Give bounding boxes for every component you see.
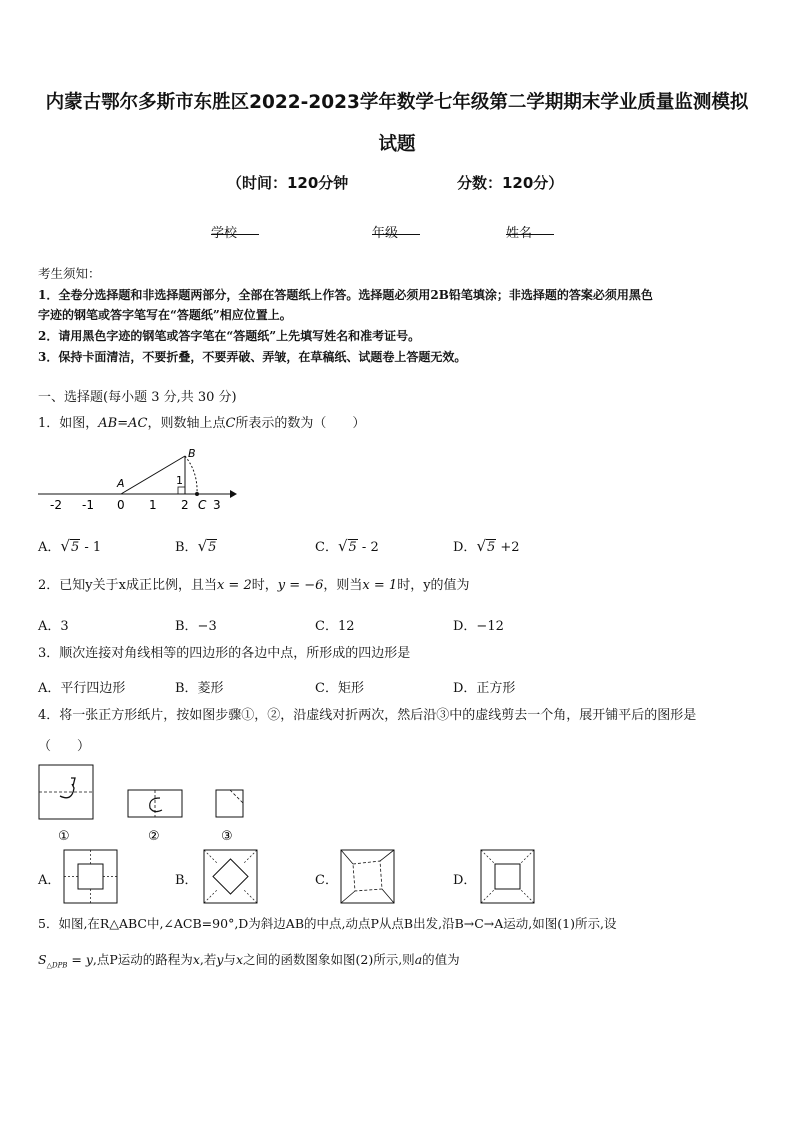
q2-y1: y = −6 bbox=[277, 578, 324, 593]
fold-line bbox=[243, 850, 257, 864]
radicand: 5 bbox=[70, 540, 80, 555]
q2-option-c[interactable]: C．12 bbox=[315, 619, 355, 634]
question-5-line1: 5．如图,在R△ABC中,∠ACB=90°,D为斜边AB的中点,动点P从点B出发,沿B→C→A运动,如图(1)所示,设 bbox=[38, 916, 617, 931]
radicand: 5 bbox=[208, 540, 217, 555]
q4-option-a-figure[interactable] bbox=[63, 849, 119, 905]
inner-diamond bbox=[213, 859, 248, 894]
fold-line bbox=[481, 889, 495, 903]
arc-bc bbox=[185, 456, 197, 494]
corner-line bbox=[341, 891, 355, 903]
inner-square bbox=[495, 864, 520, 889]
exam-title-line1: 内蒙古鄂尔多斯市东胜区2022-2023学年数学七年级第二学期期末学业质量监测模拟 bbox=[45, 92, 749, 113]
corner-line bbox=[341, 850, 353, 864]
q4-option-c-label[interactable]: C． bbox=[315, 873, 338, 888]
q1-point: C bbox=[225, 416, 236, 431]
notice-item: 字迹的钢笔或答字笔写在“答题纸”相应位置上。 bbox=[38, 308, 292, 322]
school-label: 学校 bbox=[211, 226, 238, 241]
q5-text: 之间的函数图象如图(2)所示,则 bbox=[243, 952, 415, 967]
q3-option-b[interactable]: B．菱形 bbox=[175, 681, 224, 696]
q4-option-a-label[interactable]: A． bbox=[38, 873, 61, 888]
name-label: 姓名 bbox=[506, 226, 533, 241]
fold-arrow-icon bbox=[150, 798, 162, 812]
q2-text: 时， bbox=[251, 578, 278, 593]
tick-label: 1 bbox=[149, 498, 157, 512]
q1-suffix: 所表示的数为（ ） bbox=[235, 416, 366, 431]
inner-square bbox=[78, 864, 103, 889]
tick-label: 3 bbox=[213, 498, 221, 512]
radical-icon: √ bbox=[60, 537, 70, 555]
q5-text: 的值为 bbox=[422, 952, 460, 967]
q2-option-a[interactable]: A．3 bbox=[38, 619, 69, 634]
label-one: 1 bbox=[176, 474, 183, 487]
q3-option-a[interactable]: A．平行四边形 bbox=[38, 681, 126, 696]
question-4-paren: （ ） bbox=[38, 739, 91, 754]
fold-line bbox=[204, 850, 218, 864]
q2-text: 时，y的值为 bbox=[397, 578, 470, 593]
q4-option-c-figure[interactable] bbox=[340, 849, 396, 905]
total-score: 分数：120分） bbox=[457, 174, 564, 192]
var-y: y bbox=[85, 952, 93, 967]
q4-option-b-label[interactable]: B． bbox=[175, 873, 198, 888]
section-heading: 一、选择题(每小题 3 分,共 30 分) bbox=[38, 390, 237, 405]
option-tail: +2 bbox=[496, 540, 520, 555]
tick-label: 0 bbox=[117, 498, 125, 512]
q2-text: ，则当 bbox=[323, 578, 363, 593]
fold-line bbox=[520, 850, 534, 864]
step3-square bbox=[216, 790, 243, 817]
q3-option-c[interactable]: C．矩形 bbox=[315, 681, 364, 696]
right-angle-mark bbox=[178, 487, 185, 494]
q2-option-d[interactable]: D．−12 bbox=[453, 619, 504, 634]
school-blank bbox=[211, 222, 259, 235]
var-y: y bbox=[216, 952, 224, 967]
step3-cut-line bbox=[230, 790, 243, 803]
var-x: x bbox=[192, 952, 200, 967]
sqrt-expression bbox=[198, 537, 218, 555]
q5-text: ,点P运动的路程为 bbox=[92, 952, 193, 967]
q5-text: ,若 bbox=[199, 952, 217, 967]
label-c: C bbox=[198, 498, 207, 512]
notice-item: 3．保持卡面清洁，不要折叠，不要弄破、弄皱，在草稿纸、试题卷上答题无效。 bbox=[38, 350, 467, 364]
var-x: x bbox=[235, 952, 243, 967]
notice-item: 2．请用黑色字迹的钢笔或答字笔在“答题纸”上先填写姓名和准考证号。 bbox=[38, 329, 421, 343]
name-blank bbox=[506, 222, 554, 235]
option-key: A． bbox=[38, 540, 61, 555]
q2-x1: x = 2 bbox=[216, 578, 252, 593]
tick-label: -1 bbox=[82, 498, 94, 512]
area-subscript: △DPB bbox=[46, 961, 68, 970]
question-3: 3．顺次连接对角线相等的四边形的各边中点，所形成的四边形是 bbox=[38, 646, 411, 661]
q4-option-d-label[interactable]: D． bbox=[453, 873, 477, 888]
var-a: a bbox=[414, 952, 423, 967]
q1-mid: ，则数轴上点 bbox=[147, 416, 226, 431]
grade-blank bbox=[372, 222, 420, 235]
option-key: B． bbox=[175, 540, 198, 555]
q1-option-a[interactable] bbox=[38, 536, 101, 555]
option-key: D． bbox=[453, 540, 477, 555]
radicand: 5 bbox=[487, 540, 496, 555]
sqrt-expression bbox=[476, 537, 496, 555]
area-symbol: S bbox=[38, 952, 47, 967]
notice-heading: 考生须知： bbox=[38, 266, 101, 281]
corner-line bbox=[380, 850, 394, 861]
number-line-figure bbox=[30, 442, 250, 517]
grade-label: 年级 bbox=[372, 226, 399, 241]
option-key: C． bbox=[315, 540, 338, 555]
outer-square bbox=[64, 850, 117, 903]
question-1 bbox=[38, 416, 365, 432]
radical-icon: √ bbox=[337, 537, 348, 555]
outer-square bbox=[341, 850, 394, 903]
q4-option-d-figure[interactable] bbox=[480, 849, 536, 905]
fold-line bbox=[243, 889, 257, 903]
radical-icon: √ bbox=[197, 537, 208, 555]
corner-line bbox=[382, 889, 394, 903]
radicand: 5 bbox=[348, 540, 357, 555]
sqrt-expression bbox=[60, 537, 80, 555]
outer-square bbox=[204, 850, 257, 903]
q2-x2: x = 1 bbox=[362, 578, 398, 593]
inner-quad bbox=[353, 861, 382, 891]
option-tail: - 1 bbox=[80, 540, 102, 555]
q1-option-d[interactable] bbox=[453, 536, 520, 555]
axis-arrow-icon bbox=[230, 490, 237, 498]
fold-line bbox=[204, 889, 218, 903]
radical-icon: √ bbox=[476, 537, 486, 555]
q4-option-b-figure[interactable] bbox=[203, 849, 259, 905]
question-4: 4．将一张正方形纸片，按如图步骤①，②，沿虚线对折两次，然后沿③中的虚线剪去一个角，展开铺平后的图形是 bbox=[38, 708, 697, 723]
fold-line bbox=[481, 850, 495, 864]
notice-item: 1．全卷分选择题和非选择题两部分，全部在答题纸上作答。选择题必须用2B铅笔填涂；非选择题的答案必须用黑色 bbox=[38, 288, 653, 302]
step-label: ③ bbox=[221, 829, 233, 844]
tick-label: -2 bbox=[50, 498, 62, 512]
q1-option-b[interactable] bbox=[175, 536, 217, 555]
q3-option-d[interactable]: D．正方形 bbox=[453, 681, 516, 696]
q1-prefix: 1．如图， bbox=[38, 416, 99, 431]
step-label: ② bbox=[148, 829, 160, 844]
tick-label: 2 bbox=[181, 498, 189, 512]
fold-arrow-icon bbox=[60, 778, 75, 798]
q2-text: 2．已知y关于x成正比例，且当 bbox=[38, 578, 217, 593]
sqrt-expression bbox=[338, 537, 358, 555]
step-label: ① bbox=[58, 829, 70, 844]
q5-text: = bbox=[67, 952, 86, 967]
label-a: A bbox=[117, 477, 125, 490]
time-limit: （时间：120分钟 bbox=[227, 174, 349, 192]
q1-equation: AB=AC bbox=[98, 416, 148, 431]
folding-steps-figure bbox=[38, 764, 258, 844]
q2-option-b[interactable]: B．−3 bbox=[175, 619, 217, 634]
option-tail: - 2 bbox=[357, 540, 379, 555]
point-c bbox=[195, 492, 199, 496]
fold-line bbox=[520, 889, 534, 903]
question-2 bbox=[38, 578, 470, 594]
q5-text: 与 bbox=[223, 952, 236, 967]
outer-square bbox=[481, 850, 534, 903]
q1-option-c[interactable] bbox=[315, 536, 379, 555]
question-5-line2 bbox=[38, 952, 460, 974]
exam-title-line2: 试题 bbox=[378, 134, 416, 155]
label-b: B bbox=[188, 447, 196, 460]
